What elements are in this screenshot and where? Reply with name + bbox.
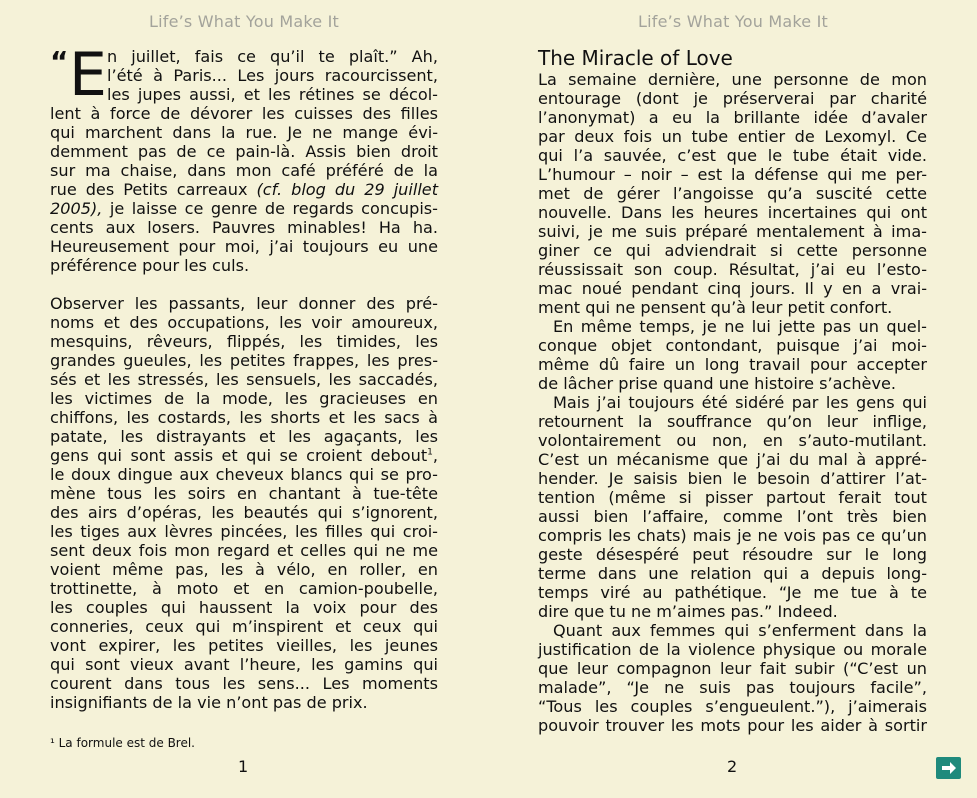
text-line: volontairement ou non, en s’auto-mutilant. [538, 431, 927, 450]
arrow-right-icon [941, 761, 957, 775]
text-line-italic: rue des Petits carreaux (cf. blog du 29 juillet [50, 180, 438, 199]
text-line: dire que tu ne m’aimes pas.” Indeed. [538, 602, 838, 621]
text-line-footnoted: gens qui sont assis et qui se croient debout$^1$, [50, 446, 438, 465]
text-line: de lâcher prise quand une histoire s’achève. [538, 374, 896, 393]
left-page [0, 0, 488, 798]
text-line: retournent la souffrance qu’on leur inflige, [538, 412, 927, 431]
text-line: qui sont vieux avant l’heure, les gamins qui [50, 655, 438, 674]
right-text-column [538, 47, 927, 735]
text-line: même dû faire un long travail pour accepter [538, 355, 927, 374]
running-head-right: Life’s What You Make It [638, 12, 828, 31]
section-title: The Miracle of Love [538, 46, 733, 70]
text-line: met de gérer l’angoisse qu’a suscité cette [538, 184, 927, 203]
text-line: sent deux fois mon regard et celles qui ne me [50, 541, 438, 560]
text-line: les tiges aux lèvres pincées, les filles qui croi- [50, 522, 438, 541]
text-line: lent à force de dévorer les cuisses des filles [50, 104, 438, 123]
text-line: aussi bien l’affaire, comme l’ont très bien [538, 507, 927, 526]
text-line: En même temps, je ne lui jette pas un quel- [553, 317, 927, 336]
text-line: hender. Je saisis bien le besoin d’attirer l’at- [538, 469, 927, 488]
text-line: préférence pour les culs. [50, 256, 250, 275]
text-line: pouvoir trouver les mots pour les aider à sortir [538, 716, 927, 735]
text-line: les jupes aussi, et les rétines se décol- [107, 85, 438, 104]
text-line: chiffons, les costards, les shorts et les sacs à [50, 408, 438, 427]
text-line: nouvelle. Dans les heures incertaines qui ont [538, 203, 927, 222]
dropcap-letter: E [69, 40, 107, 110]
text-line: cents aux losers. Pauvres minables! Ha ha. [50, 218, 438, 237]
text-line: sur ma chaise, dans mon café préféré de la [50, 161, 438, 180]
italic-reference: 2005), [50, 199, 103, 218]
text-line: Mais j’ai toujours été sidéré par les gens qui [553, 393, 927, 412]
running-head-left: Life’s What You Make It [149, 12, 339, 31]
text-line: grandes gueules, les petites frappes, les pres- [50, 351, 438, 370]
text-line: Quant aux femmes qui s’enferment dans la [553, 621, 927, 640]
text-line: réussissait son coup. Résultat, j’ai eu l’esto- [538, 260, 927, 279]
text-line: Heureusement pour moi, j’ai toujours eu une [50, 237, 438, 256]
text-line: les couples qui haussent la voix pour des [50, 598, 438, 617]
text-line: des airs d’opéras, les beautés qui s’ignorent, [50, 503, 438, 522]
next-page-button[interactable] [936, 757, 961, 779]
text-line: demment pas de ce pain-là. Assis bien droit [50, 142, 438, 161]
text-line: geste désespéré peut résoudre sur le long [538, 545, 927, 564]
text-line: mène tous les soirs en chantant à tue-tête [50, 484, 438, 503]
text-line: ment qui ne pensent qu’à leur petit confort. [538, 298, 893, 317]
text-line: qui marchent dans la rue. Je ne mange évi- [50, 123, 438, 142]
text-line: malade”, “Je ne suis pas toujours facile”, [538, 678, 927, 697]
text-line: le doux dingue aux cheveux blancs qui se pro- [50, 465, 438, 484]
text-line: conque objet contondant, puisque j’ai moi- [538, 336, 927, 355]
text-line: courent dans tous les sens... Les moments [50, 674, 438, 693]
text-line: “Tous les couples s’engueulent.”), j’aimerais [538, 697, 927, 716]
text-line: L’humour – noir – est la défense qui me per- [538, 165, 927, 184]
footnote-marker: 1 [427, 447, 433, 458]
text-line: qui l’a sauvée, c’est que le tube était vide. [538, 146, 927, 165]
text-line: mesquins, rêveurs, flippés, les timides, les [50, 332, 438, 351]
text-line: entourage (dont je préserverai par charité [538, 89, 927, 108]
text-line: C’est un mécanisme que j’ai du mal à appré- [538, 450, 927, 469]
text-line: les victimes de la mode, les gracieuses en [50, 389, 438, 408]
text-line: l’anonymat) a eu la brillante idée d’avaler [538, 108, 927, 127]
text-line-italic: 2005), je laisse ce genre de regards concupis- [50, 199, 438, 218]
paragraph-gap [50, 275, 438, 294]
page-number: 1 [238, 757, 249, 776]
page-number: 2 [727, 757, 738, 776]
opening-quote: “ [50, 45, 69, 78]
text-line: n juillet, fais ce qu’il te plaît.” Ah, [107, 47, 438, 66]
text-line: justification de la violence physique ou morale [538, 640, 927, 659]
text-line: que leur compagnon leur fait subir (“C’est un [538, 659, 927, 678]
left-text-column [50, 40, 438, 712]
text-line: terme dans une relation qui a depuis long- [538, 564, 927, 583]
text-line: tention (même si pisser partout ferait tout [538, 488, 927, 507]
text-line: par deux fois un tube entier de Lexomyl. Ce [538, 127, 927, 146]
text-line: vont expirer, les petites vieilles, les jeunes [50, 636, 438, 655]
text-line: temps viré au pathétique. “Je me tue à te [538, 583, 927, 602]
text-line: l’été à Paris... Les jours racourcissent, [107, 66, 438, 85]
text-line: conneries, ceux qui m’inspirent et ceux qui [50, 617, 438, 636]
text-line: compris les chats) mais je ne vois pas ce qu’un [538, 526, 927, 545]
text-line: giner ce qui adviendrait si cette personne [538, 241, 927, 260]
text-line: voient même pas, les à vélo, en roller, en [50, 560, 438, 579]
text-line: Observer les passants, leur donner des pré- [50, 294, 438, 313]
text-line: sés et les stressés, les sensuels, les saccadés, [50, 370, 438, 389]
footnote: ¹ La formule est de Brel. [50, 736, 195, 750]
italic-reference: (cf. blog du 29 juillet [256, 180, 438, 199]
text-line: trottinette, à moto et en camion-poubelle, [50, 579, 438, 598]
right-page [489, 0, 977, 798]
text-line: La semaine dernière, une personne de mon [538, 70, 927, 89]
text-line: noms et des occupations, les voir amoureux, [50, 313, 438, 332]
text-line: patate, les distrayants et les agaçants, les [50, 427, 438, 446]
text-line: mac noué pendant cinq jours. Il y en a vrai- [538, 279, 927, 298]
text-line: suivi, je me suis préparé mentalement à ima- [538, 222, 927, 241]
text-line: insignifiants de la vie n’ont pas de prix. [50, 693, 368, 712]
